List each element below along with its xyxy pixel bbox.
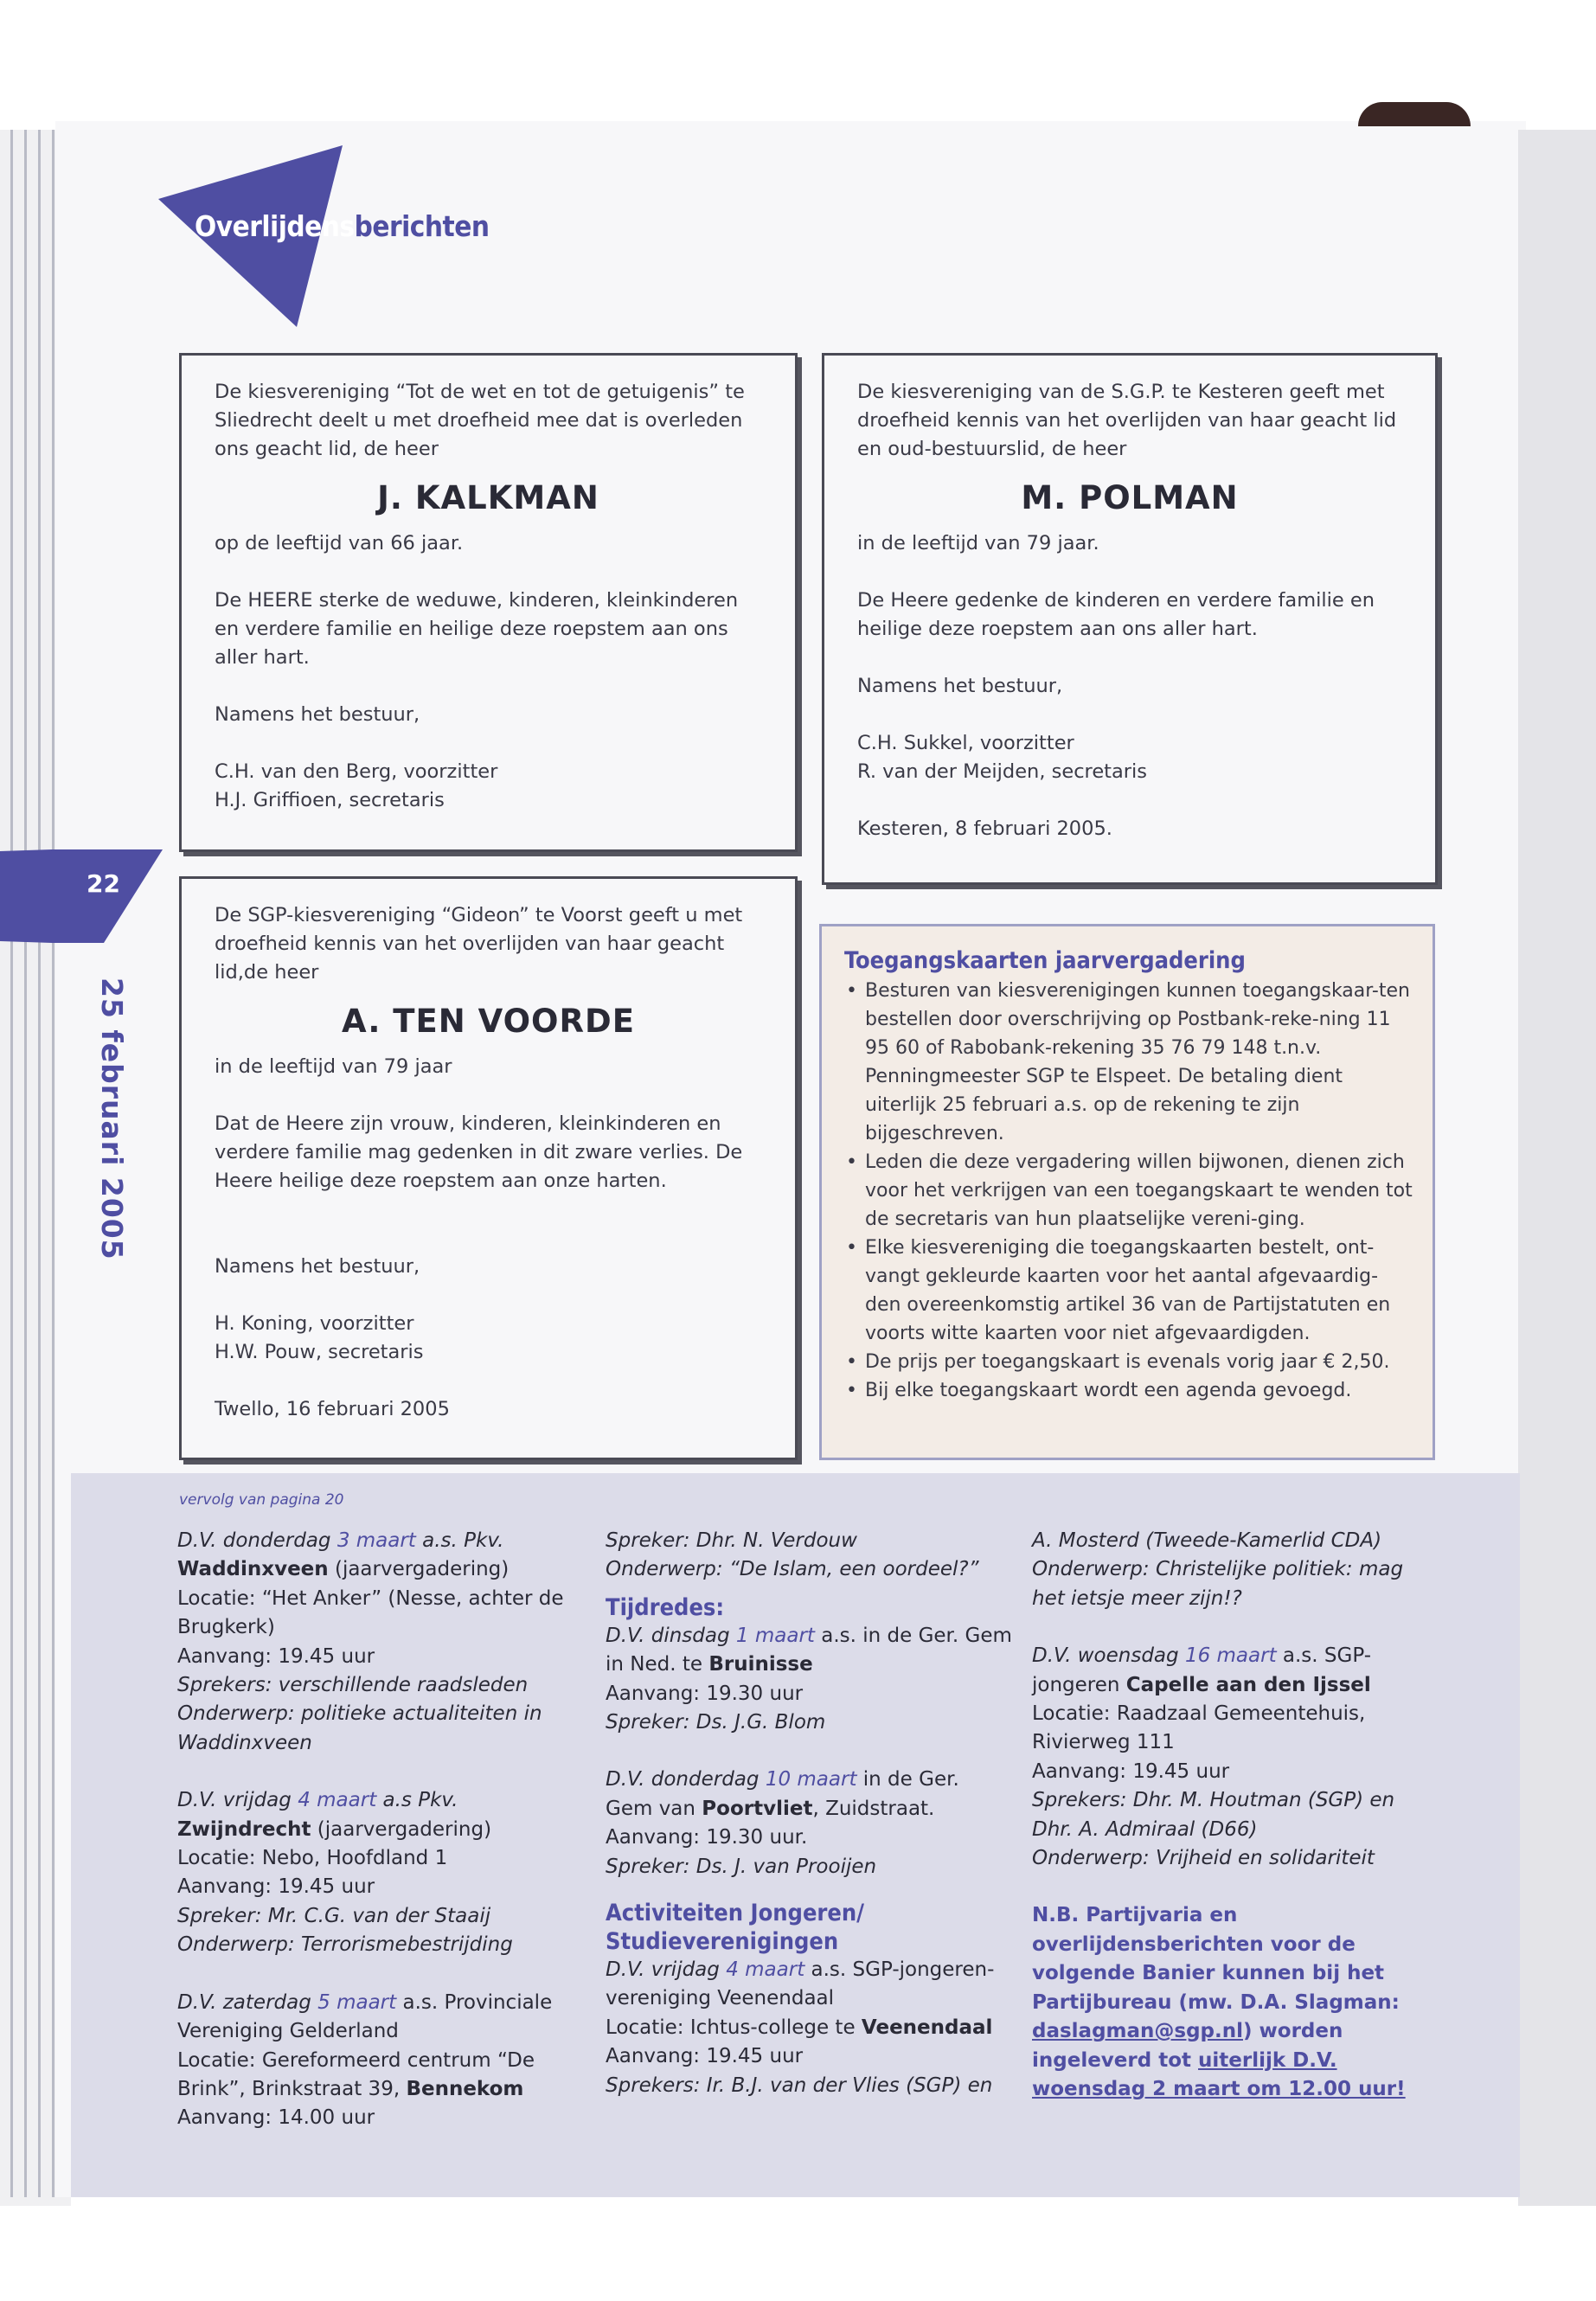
event-start: Aanvang: 19.30 uur. (606, 1826, 808, 1849)
binding-tab (1358, 102, 1471, 126)
section-title: Overlijdensberichten (195, 209, 490, 243)
agenda-column-2 (606, 1527, 1012, 2100)
event-start: Aanvang: 19.30 uur (606, 1682, 804, 1705)
event-speakers: Sprekers: Dhr. M. Houtman (SGP) en Dhr. A. Admiraal (D66) (1032, 1789, 1395, 1841)
tijdredes-heading: Tijdredes: (606, 1593, 725, 1621)
page-right-edge (1518, 130, 1596, 2206)
notice-intro: De kiesvereniging van de S.G.P. te Kesteren geeft met droefheid kennis van het overlijden van haar geacht lid en oud-bestuurslid, de heer (857, 381, 1397, 460)
page-edge-line (38, 130, 41, 2197)
event-header: D.V. vrijdag 4 maart a.s. SGP-jongeren-vereniging Veenendaal (606, 1958, 995, 2010)
notice-kalkman (179, 353, 798, 852)
event-speaker: A. Mosterd (Tweede-Kamerlid CDA) (1032, 1529, 1382, 1552)
notice-message: Dat de Heere zijn vrouw, kinderen, kleinkinderen en verdere familie mag gedenken in dit zware verlies. De Heere heilige deze roepstem aan onze harten. (215, 1112, 743, 1192)
event-speaker: Spreker: Mr. C.G. van der Staaij (177, 1904, 491, 1927)
event-start: Aanvang: 14.00 uur (177, 2106, 375, 2130)
continued-note: vervolg van pagina 20 (179, 1491, 344, 1509)
page-edge-line (10, 130, 13, 2197)
event-start: Aanvang: 19.45 uur (177, 1875, 375, 1899)
list-item: • De prijs per toegangskaart is evenals vorig jaar € 2,50. (841, 1348, 1413, 1376)
toegangskaarten-title: Toegangskaarten jaarvergadering (844, 947, 1246, 974)
event-topic: Onderwerp: Terrorismebestrijding (177, 1933, 513, 1957)
event-location: Locatie: “Het Anker” (Nesse, achter de Brugkerk) (177, 1586, 564, 1639)
event-speaker: Spreker: Ds. J.G. Blom (606, 1711, 826, 1734)
list-item: • Leden die deze vergadering willen bijwonen, dienen zich voor het verkrijgen van een toegangskaart te wenden tot de secretaris van hun plaatselijke vereni-ging. (841, 1148, 1413, 1234)
event-start: Aanvang: 19.45 uur (177, 1644, 375, 1668)
event-header: D.V. donderdag 10 maart in de Ger. Gem van Poortvliet, Zuidstraat. (606, 1768, 959, 1820)
event-topic: Onderwerp: Vrijheid en solidariteit (1032, 1847, 1375, 1870)
event-speakers: Sprekers: Ir. B.J. van der Vlies (SGP) en (606, 2073, 993, 2097)
notice-place-date: Kesteren, 8 februari 2005. (857, 817, 1112, 840)
notice-closing: Namens het bestuur, (215, 703, 420, 726)
page-edge-line (52, 130, 54, 2197)
list-item: • Bij elke toegangskaart wordt een agenda gevoegd. (841, 1376, 1413, 1405)
notice-message: De Heere gedenke de kinderen en verdere familie en heilige deze roepstem aan ons aller hart. (857, 589, 1375, 640)
event-header: D.V. zaterdag 5 maart a.s. Provinciale Vereniging Gelderland (177, 1990, 553, 2043)
notice-closing: Namens het bestuur, (215, 1255, 420, 1278)
nb-notice: N.B. Partijvaria en overlijdensberichten voor de volgende Banier kunnen bij het Partijbureau (mw. D.A. Slagman: daslagman@sgp.nl) worden ingeleverd tot uiterlijk D.V. woensdag 2 maart om 12.00 uur! (1032, 1904, 1406, 2100)
notice-place-date: Twello, 16 februari 2005 (215, 1398, 450, 1420)
event-location: Locatie: Nebo, Hoofdland 1 (177, 1847, 448, 1870)
notice-age: in de leeftijd van 79 jaar (215, 1055, 452, 1078)
event-topic: Onderwerp: Christelijke politiek: mag het ietsje meer zijn!? (1032, 1558, 1404, 1610)
event-topic: Onderwerp: politieke actualiteiten in Waddinxveen (177, 1702, 542, 1754)
event-location: Locatie: Raadzaal Gemeentehuis, Rivierweg 111 (1032, 1702, 1366, 1754)
event-header: D.V. dinsdag 1 maart a.s. in de Ger. Gem in Ned. te Bruinisse (606, 1624, 1012, 1676)
notice-intro: De kiesvereniging “Tot de wet en tot de getuigenis” te Sliedrecht deelt u met droefheid mee dat is overleden ons geacht lid, de heer (215, 381, 745, 460)
email-link[interactable]: daslagman@sgp.nl (1032, 2020, 1244, 2043)
notice-signer: H.J. Griffioen, secretaris (215, 789, 445, 811)
notice-signer: C.H. Sukkel, voorzitter (857, 732, 1074, 754)
event-speaker: Spreker: Ds. J. van Prooijen (606, 1855, 877, 1878)
notice-signer: H. Koning, voorzitter (215, 1312, 414, 1335)
notice-ten-voorde (179, 876, 798, 1460)
event-speaker: Spreker: Dhr. N. Verdouw (606, 1529, 857, 1552)
notice-signer: H.W. Pouw, secretaris (215, 1341, 424, 1363)
activiteiten-heading: Activiteiten Jongeren/ Studieverenigingen (606, 1900, 865, 1956)
event-location: Locatie: Ichtus-college te Veenendaal (606, 2016, 993, 2039)
event-header: D.V. woensdag 16 maart a.s. SGP-jongeren Capelle aan den Ijssel (1032, 1644, 1372, 1696)
page-number: 22 (87, 869, 120, 898)
toegangskaarten-box (819, 924, 1435, 1460)
event-topic: Onderwerp: “De Islam, een oordeel?” (606, 1558, 979, 1581)
deceased-name: A. TEN VOORDE (342, 1003, 635, 1040)
event-header: D.V. vrijdag 4 maart a.s Pkv. Zwijndrecht (jaarvergadering) (177, 1789, 492, 1841)
notice-age: in de leeftijd van 79 jaar. (857, 532, 1099, 554)
notice-signer: R. van der Meijden, secretaris (857, 760, 1147, 783)
notice-signer: C.H. van den Berg, voorzitter (215, 760, 498, 783)
notice-age: op de leeftijd van 66 jaar. (215, 532, 464, 554)
list-item: • Elke kiesvereniging die toegangskaarten bestelt, ont-vangt gekleurde kaarten voor het aantal afgevaardig-den overeenkomstig artikel 36 van de Partijstatuten en voorts witte kaarten voor niet afgevaardigden. (841, 1234, 1413, 1348)
event-header: D.V. donderdag 3 maart a.s. Pkv. Waddinxveen (jaarvergadering) (177, 1529, 510, 1581)
side-date: 25 februari 2005 (95, 977, 129, 1260)
deceased-name: J. KALKMAN (377, 479, 599, 516)
page-edge-line (24, 130, 27, 2197)
agenda-column-1 (177, 1527, 580, 2133)
event-speakers: Sprekers: verschillende raadsleden (177, 1674, 529, 1697)
agenda-column-3 (1032, 1527, 1439, 2104)
notice-polman (822, 353, 1438, 885)
notice-message: De HEERE sterke de weduwe, kinderen, kleinkinderen en verdere familie en heilige deze roepstem aan ons aller hart. (215, 589, 739, 669)
notice-intro: De SGP-kiesvereniging “Gideon” te Voorst geeft u met droefheid kennis van het overlijden van haar geacht lid,de heer (215, 904, 743, 984)
event-start: Aanvang: 19.45 uur (606, 2045, 804, 2068)
list-item: • Besturen van kiesverenigingen kunnen toegangskaar-ten bestellen door overschrijving op Postbank-reke-ning 11 95 60 of Rabobank-rekening 35 76 79 148 t.n.v. Penningmeester SGP te Elspeet. De betaling dient uiterlijk 25 februari a.s. op de rekening te zijn bijgeschreven. (841, 977, 1413, 1148)
notice-closing: Namens het bestuur, (857, 675, 1063, 697)
event-location: Locatie: Gereformeerd centrum “De Brink”, Brinkstraat 39, Bennekom (177, 2048, 535, 2100)
deceased-name: M. POLMAN (1021, 479, 1239, 516)
event-start: Aanvang: 19.45 uur (1032, 1759, 1230, 1783)
